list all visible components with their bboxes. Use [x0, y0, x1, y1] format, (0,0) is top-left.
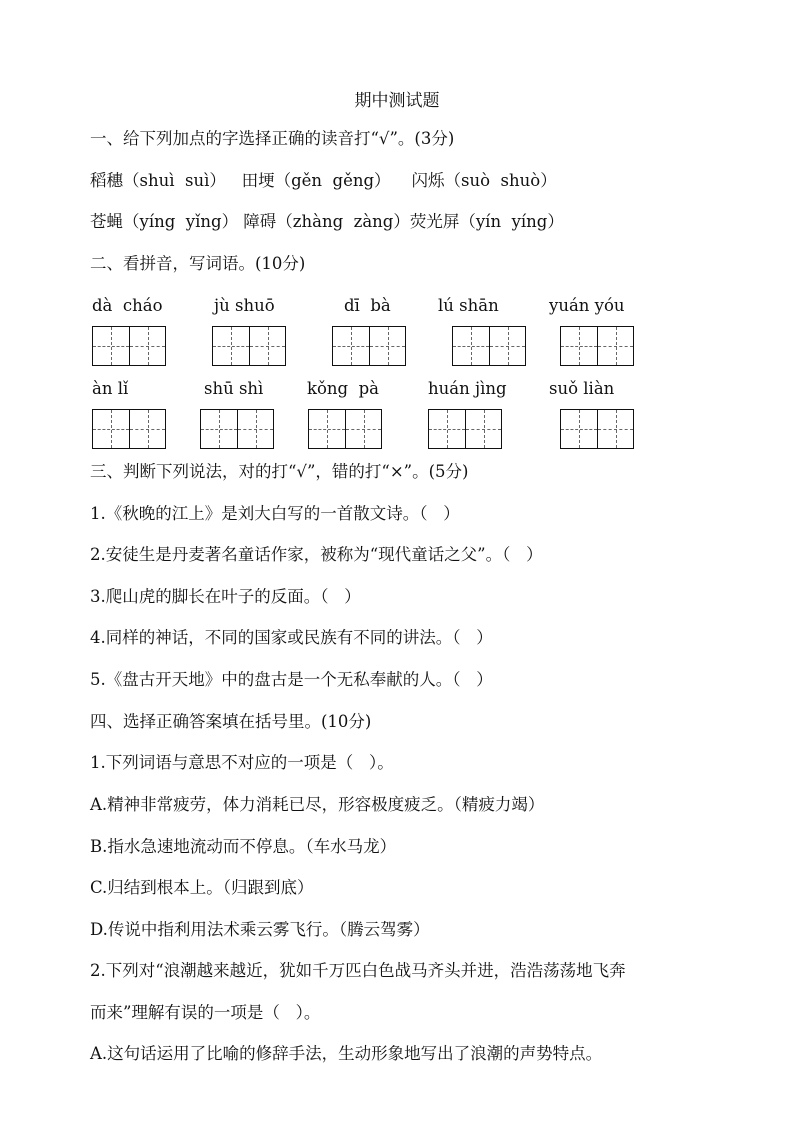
writing-grid[interactable]: [308, 409, 382, 449]
section2-heading: 二、看拼音，写词语。(10分): [90, 254, 306, 273]
question-2-line1: 2.下列对“浪潮越来越近，犹如千万匹白色战马齐头并进，浩浩荡荡地飞奔: [90, 961, 626, 980]
option-d: D.传说中指利用法术乘云雾飞行。（腾云驾雾）: [90, 920, 430, 939]
question-2-option-a: A.这句话运用了比喻的修辞手法，生动形象地写出了浪潮的声势特点。: [90, 1044, 603, 1063]
pinyin-label: yuán yóu: [549, 296, 625, 315]
judgement-item: 2.安徒生是丹麦著名童话作家，被称为“现代童话之父”。（ ）: [90, 545, 543, 564]
writing-grid[interactable]: [428, 409, 502, 449]
judgement-item: 5.《盘古开天地》中的盘古是一个无私奉献的人。（ ）: [90, 670, 493, 689]
pinyin-label: dī bà: [344, 296, 391, 315]
option-a: A.精神非常疲劳，体力消耗已尽，形容极度疲乏。（精疲力竭）: [90, 795, 545, 814]
option-b: B.指水急速地流动而不停息。（车水马龙）: [90, 837, 397, 856]
pinyin-label: huán jìng: [428, 379, 507, 398]
pinyin-label: shū shì: [204, 379, 264, 398]
judgement-item: 1.《秋晚的江上》是刘大白写的一首散文诗。（ ）: [90, 504, 460, 523]
pinyin-label: lú shān: [438, 296, 499, 315]
section4-heading: 四、选择正确答案填在括号里。(10分): [90, 712, 372, 731]
section3-heading: 三、判断下列说法，对的打“√”，错的打“×”。(5分): [90, 462, 469, 481]
pinyin-label: suǒ liàn: [549, 379, 615, 398]
writing-grid[interactable]: [560, 409, 634, 449]
section1-heading: 一、给下列加点的字选择正确的读音打“√”。(3分): [90, 129, 455, 148]
pinyin-label: dà cháo: [92, 296, 163, 315]
section1-row2: 苍蝇（yíng yǐng） 障碍（zhàng zàng）荧光屏（yín yíng）: [90, 212, 564, 231]
option-c: C.归结到根本上。（归跟到底）: [90, 878, 314, 897]
writing-grid[interactable]: [200, 409, 274, 449]
writing-grid[interactable]: [332, 326, 406, 366]
writing-grid[interactable]: [92, 326, 166, 366]
writing-grid[interactable]: [560, 326, 634, 366]
pinyin-label: kǒng pà: [307, 379, 380, 398]
writing-grid[interactable]: [452, 326, 526, 366]
writing-grid[interactable]: [92, 409, 166, 449]
pinyin-label: jù shuō: [214, 296, 275, 315]
section1-row1: 稻穗（shuì suì） 田埂（gěn gěng） 闪烁（suò shuò）: [90, 171, 557, 190]
question-2-line2: 而来”理解有误的一项是（ ）。: [90, 1003, 321, 1022]
pinyin-label: àn lǐ: [92, 379, 129, 398]
judgement-item: 4.同样的神话，不同的国家或民族有不同的讲法。（ ）: [90, 628, 493, 647]
writing-grid[interactable]: [212, 326, 286, 366]
question-1: 1.下列词语与意思不对应的一项是（ ）。: [90, 753, 394, 772]
page-title: 期中测试题: [354, 91, 440, 111]
judgement-item: 3.爬山虎的脚长在叶子的反面。（ ）: [90, 587, 361, 606]
